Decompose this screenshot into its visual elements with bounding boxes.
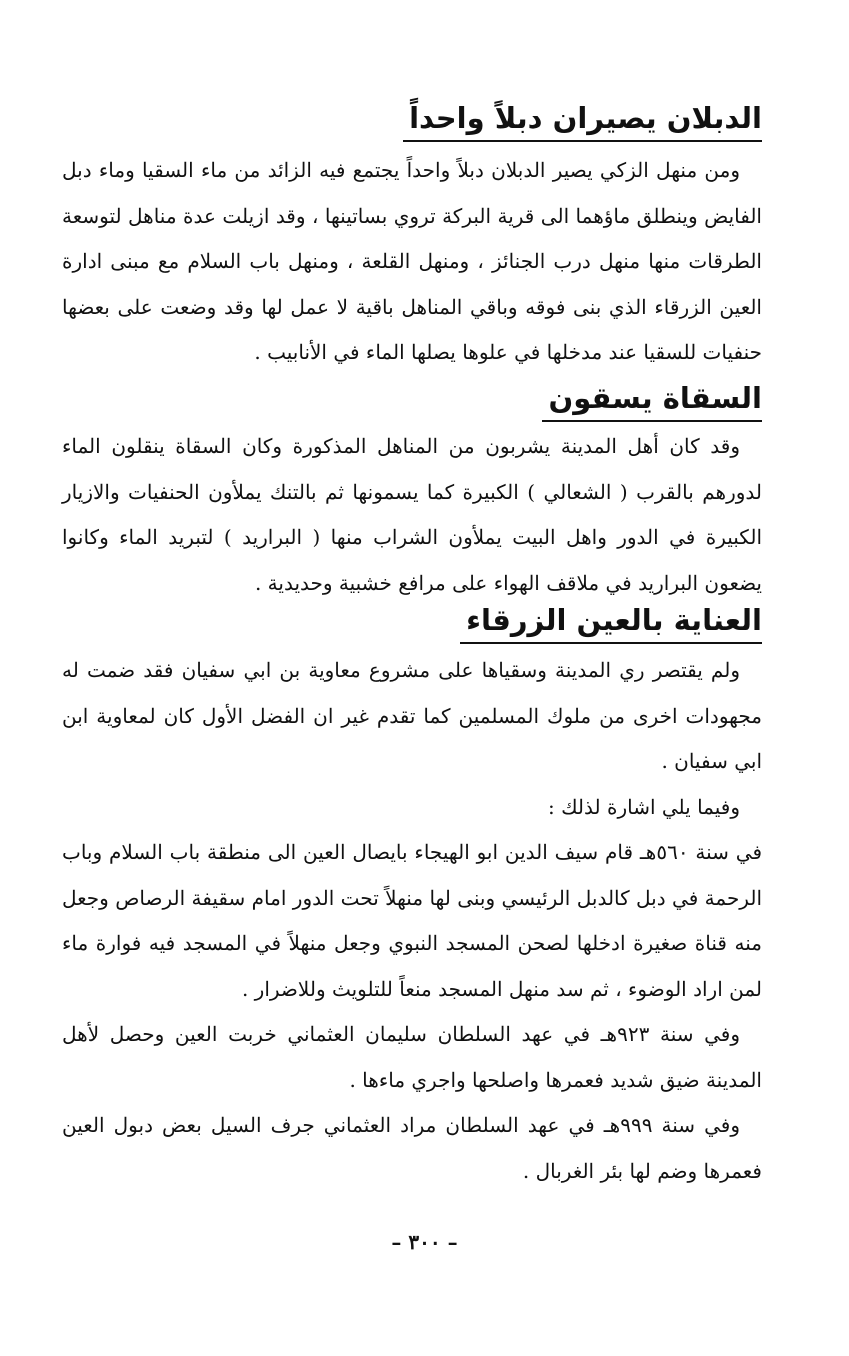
page-number: – ٣٠٠ – bbox=[391, 1230, 458, 1254]
paragraph: وفي سنة ٩٩٩هـ في عهد السلطان مراد العثماني جرف السيل بعض دبول العين فعمرها وضم لها بئر الغربال . bbox=[62, 1113, 762, 1183]
section-heading: الدبلان يصيران دبلاً واحداً bbox=[403, 100, 762, 142]
paragraph: ومن منهل الزكي يصير الدبلان دبلاً واحداً يجتمع فيه الزائد من ماء السقيا وماء دبل الفايض وينطلق ماؤهما الى قرية البركة تروي بساتينها ، وقد ازيلت عدة مناهل لتوسعة الطرقات منها منهل درب الجنائز ، ومنهل القلعة ، ومنهل باب السلام مع مبنى ادارة العين الزرقاء الذي بنى فوقه وباقي المناهل باقية لا عمل لها وقد وضعت على بعضها حنفيات للسقيا عند مدخلها في علوها يصلها الماء في الأنابيب . bbox=[62, 158, 762, 365]
paragraph: في سنة ٥٦٠هـ قام سيف الدين ابو الهيجاء بايصال العين الى منطقة باب السلام وباب الرحمة في دبل كالدبل الرئيسي وبنى لها منهلاً تحت الدور امام سقيفة الرصاص وجعل منه قناة صغيرة ادخلها لصحن المسجد النبوي وجعل منهلاً في المسجد فيه فوارة ماء لمن اراد الوضوء ، ثم سد منهل المسجد منعاً للتلويث وللاضرار . bbox=[62, 840, 763, 1001]
paragraph: وفي سنة ٩٢٣هـ في عهد السلطان سليمان العثماني خربت العين وحصل لأهل المدينة ضيق شديد فعمرها واصلحها واجري ماءها . bbox=[62, 1022, 762, 1092]
page-content bbox=[62, 100, 762, 1194]
section-1 bbox=[62, 100, 762, 142]
paragraph: ولم يقتصر ري المدينة وسقياها على مشروع معاوية بن ابي سفيان فقد ضمت له مجهودات اخرى من ملوك المسلمين كما تقدم غير ان الفضل الأول كان لمعاوية ابن ابي سفيان . bbox=[62, 658, 762, 774]
section-heading: السقاة يسقون bbox=[542, 380, 762, 422]
paragraph: وقد كان أهل المدينة يشربون من المناهل المذكورة وكان السقاة ينقلون الماء لدورهم بالقرب ( الشعالي ) الكبيرة كما يسمونها ثم بالتنك يملأون الحنفيات والازيار الكبيرة في الدور واهل البيت يملأون الشراب منها ( البراريد ) لتبريد الماء وكانوا يضعون البراريد في ملاقف الهواء على مرافع خشبية وحديدية . bbox=[62, 434, 762, 595]
paragraph: وفيما يلي اشارة لذلك : bbox=[547, 794, 740, 819]
section-2 bbox=[62, 380, 762, 422]
section-3 bbox=[62, 602, 762, 644]
section-heading: العناية بالعين الزرقاء bbox=[460, 602, 762, 644]
